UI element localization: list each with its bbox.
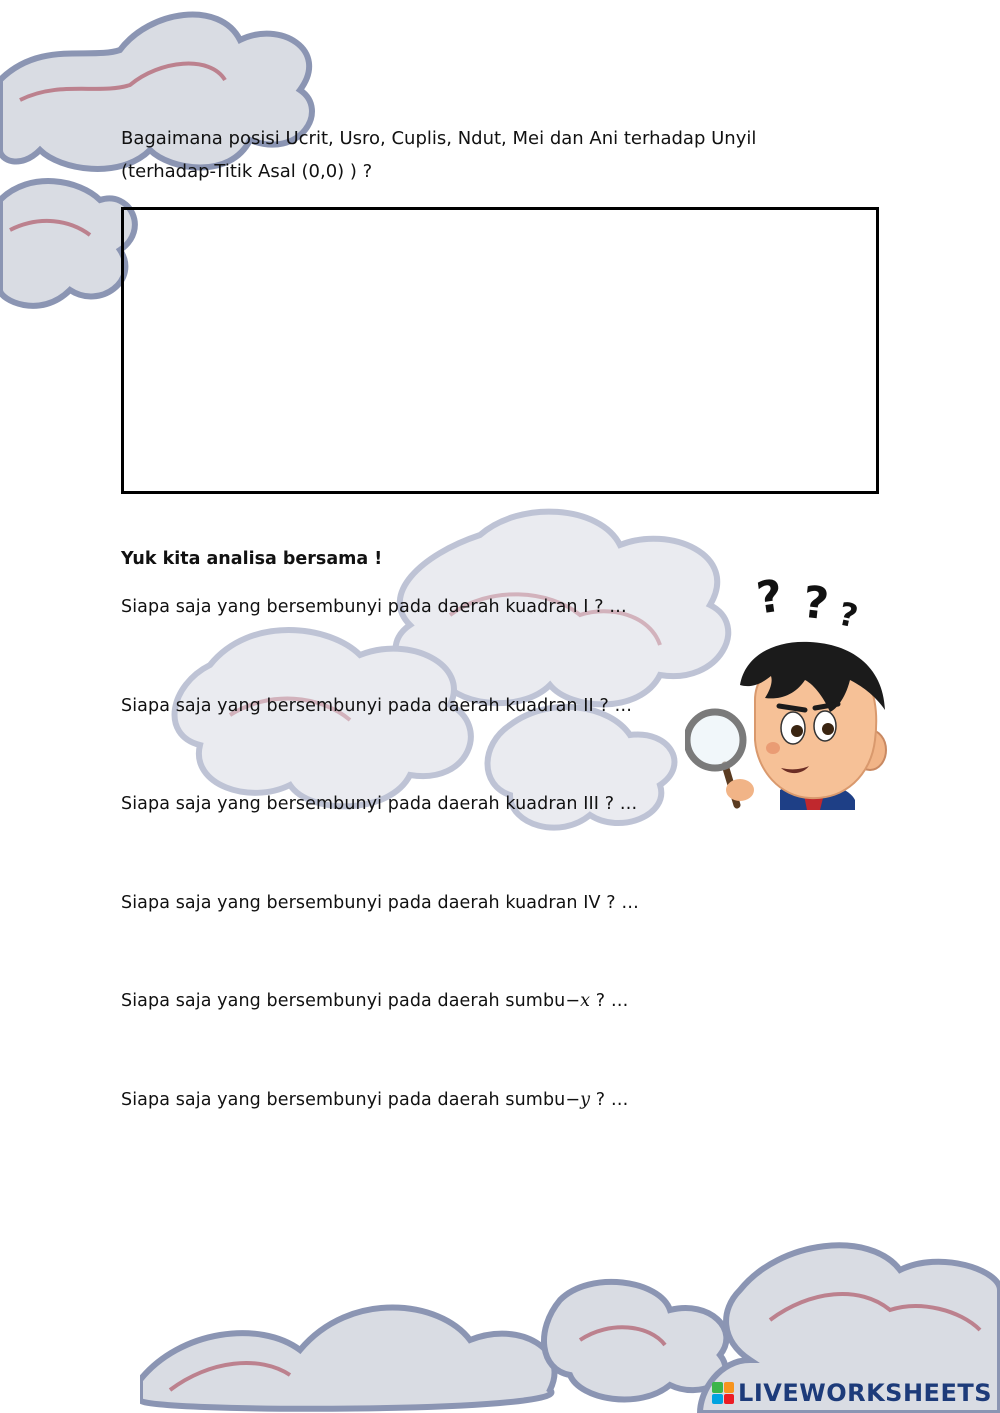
- intro-question: [121, 122, 821, 188]
- question-y-axis-suffix: ? …: [590, 1090, 629, 1110]
- question-quadrant-4: Siapa saja yang bersembunyi pada daerah kuadran IV ? …: [121, 893, 639, 913]
- analysis-heading: Yuk kita analisa bersama !: [121, 549, 383, 569]
- intro-line-1: Bagaimana posisi Ucrit, Usro, Cuplis, Ndut, Mei dan Ani terhadap Unyil: [121, 128, 757, 149]
- question-x-axis-suffix: ? …: [590, 991, 629, 1011]
- question-quadrant-3: Siapa saja yang bersembunyi pada daerah kuadran III ? …: [121, 794, 638, 814]
- question-mark-1: ?: [753, 570, 786, 625]
- question-y-axis-prefix: Siapa saja yang bersembunyi pada daerah sumbu−: [121, 1090, 581, 1110]
- question-x-axis: [121, 991, 628, 1011]
- answer-box[interactable]: [121, 207, 879, 494]
- y-variable: y: [580, 1090, 591, 1110]
- liveworksheets-logo: [712, 1379, 992, 1407]
- intro-line-2: (terhadap-Titik Asal (0,0) ) ?: [121, 161, 373, 182]
- liveworksheets-logo-icon: [712, 1382, 734, 1404]
- question-y-axis: [121, 1090, 628, 1110]
- question-mark-3: ?: [835, 594, 862, 636]
- boy-with-magnifier-icon: [685, 640, 900, 810]
- question-x-axis-prefix: Siapa saja yang bersembunyi pada daerah sumbu−: [121, 991, 581, 1011]
- x-variable: x: [580, 991, 591, 1011]
- liveworksheets-wordmark: LIVEWORKSHEETS: [738, 1379, 992, 1407]
- question-quadrant-2: Siapa saja yang bersembunyi pada daerah kuadran II ? …: [121, 696, 633, 716]
- question-mark-2: ?: [800, 576, 832, 631]
- question-quadrant-1: Siapa saja yang bersembunyi pada daerah kuadran I ? …: [121, 597, 627, 617]
